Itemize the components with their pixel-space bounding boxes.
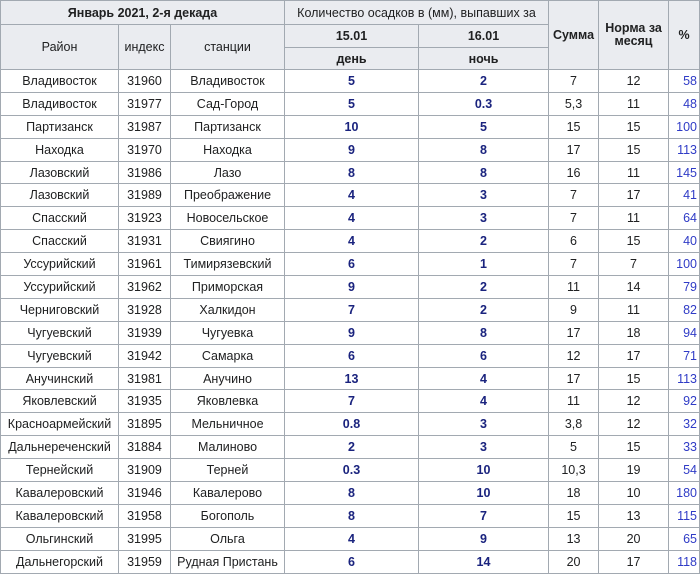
night-precip-cell: 10 bbox=[419, 482, 549, 505]
norm-cell: 15 bbox=[599, 230, 669, 253]
day-precip-cell: 10 bbox=[285, 115, 419, 138]
district-cell: Спасский bbox=[1, 230, 119, 253]
norm-cell: 11 bbox=[599, 161, 669, 184]
sum-cell: 13 bbox=[549, 527, 599, 550]
table-row bbox=[1, 527, 700, 550]
index-cell: 31928 bbox=[119, 298, 171, 321]
day-precip-cell: 5 bbox=[285, 70, 419, 93]
night-precip-cell: 2 bbox=[419, 70, 549, 93]
district-cell: Дальнереченский bbox=[1, 436, 119, 459]
index-cell: 31895 bbox=[119, 413, 171, 436]
sum-cell: 15 bbox=[549, 115, 599, 138]
table-row bbox=[1, 321, 700, 344]
date2-header: 16.01 bbox=[419, 25, 549, 48]
index-cell: 31962 bbox=[119, 276, 171, 299]
table-row bbox=[1, 344, 700, 367]
sum-cell: 18 bbox=[549, 482, 599, 505]
sum-cell: 20 bbox=[549, 550, 599, 573]
day-precip-cell: 4 bbox=[285, 230, 419, 253]
index-cell: 31995 bbox=[119, 527, 171, 550]
station-cell: Преображение bbox=[171, 184, 285, 207]
day-precip-cell: 5 bbox=[285, 92, 419, 115]
norm-cell: 12 bbox=[599, 70, 669, 93]
norm-cell: 11 bbox=[599, 92, 669, 115]
index-header: индекс bbox=[119, 25, 171, 70]
station-cell: Чугуевка bbox=[171, 321, 285, 344]
sum-cell: 7 bbox=[549, 70, 599, 93]
index-cell: 31942 bbox=[119, 344, 171, 367]
index-cell: 31989 bbox=[119, 184, 171, 207]
percent-cell: 100 bbox=[669, 115, 700, 138]
percent-cell: 94 bbox=[669, 321, 700, 344]
index-cell: 31958 bbox=[119, 504, 171, 527]
district-cell: Уссурийский bbox=[1, 276, 119, 299]
station-cell: Малиново bbox=[171, 436, 285, 459]
night-precip-cell: 9 bbox=[419, 527, 549, 550]
table-row bbox=[1, 436, 700, 459]
sum-cell: 17 bbox=[549, 367, 599, 390]
night-precip-cell: 6 bbox=[419, 344, 549, 367]
percent-cell: 40 bbox=[669, 230, 700, 253]
table-row bbox=[1, 230, 700, 253]
table-row bbox=[1, 276, 700, 299]
district-cell: Владивосток bbox=[1, 92, 119, 115]
sum-cell: 11 bbox=[549, 390, 599, 413]
percent-cell: 58 bbox=[669, 70, 700, 93]
index-cell: 31981 bbox=[119, 367, 171, 390]
table-row bbox=[1, 459, 700, 482]
sum-cell: 6 bbox=[549, 230, 599, 253]
index-cell: 31946 bbox=[119, 482, 171, 505]
day-precip-cell: 8 bbox=[285, 161, 419, 184]
night-precip-cell: 3 bbox=[419, 413, 549, 436]
index-cell: 31884 bbox=[119, 436, 171, 459]
percent-cell: 33 bbox=[669, 436, 700, 459]
night-precip-cell: 4 bbox=[419, 390, 549, 413]
norm-cell: 7 bbox=[599, 253, 669, 276]
day-precip-cell: 7 bbox=[285, 298, 419, 321]
station-cell: Богополь bbox=[171, 504, 285, 527]
norm-cell: 15 bbox=[599, 115, 669, 138]
sum-cell: 15 bbox=[549, 504, 599, 527]
table-row bbox=[1, 92, 700, 115]
station-cell: Ольга bbox=[171, 527, 285, 550]
table-row bbox=[1, 184, 700, 207]
norm-cell: 14 bbox=[599, 276, 669, 299]
index-cell: 31935 bbox=[119, 390, 171, 413]
percent-cell: 100 bbox=[669, 253, 700, 276]
day-precip-cell: 9 bbox=[285, 138, 419, 161]
norm-cell: 11 bbox=[599, 207, 669, 230]
table-row bbox=[1, 70, 700, 93]
norm-cell: 12 bbox=[599, 413, 669, 436]
table-row bbox=[1, 253, 700, 276]
table-row bbox=[1, 390, 700, 413]
district-cell: Лазовский bbox=[1, 161, 119, 184]
district-cell: Кавалеровский bbox=[1, 504, 119, 527]
norm-cell: 11 bbox=[599, 298, 669, 321]
percent-cell: 64 bbox=[669, 207, 700, 230]
sum-cell: 7 bbox=[549, 184, 599, 207]
percent-header: % bbox=[669, 1, 700, 70]
station-cell: Кавалерово bbox=[171, 482, 285, 505]
percent-cell: 145 bbox=[669, 161, 700, 184]
percent-cell: 118 bbox=[669, 550, 700, 573]
index-cell: 31960 bbox=[119, 70, 171, 93]
table-title: Январь 2021, 2-я декада bbox=[1, 1, 285, 25]
index-cell: 31939 bbox=[119, 321, 171, 344]
district-cell: Яковлевский bbox=[1, 390, 119, 413]
norm-cell: 15 bbox=[599, 367, 669, 390]
district-cell: Дальнегорский bbox=[1, 550, 119, 573]
index-cell: 31986 bbox=[119, 161, 171, 184]
index-cell: 31961 bbox=[119, 253, 171, 276]
norm-cell: 17 bbox=[599, 344, 669, 367]
index-cell: 31931 bbox=[119, 230, 171, 253]
sum-cell: 9 bbox=[549, 298, 599, 321]
day-precip-cell: 13 bbox=[285, 367, 419, 390]
table-row bbox=[1, 115, 700, 138]
percent-cell: 115 bbox=[669, 504, 700, 527]
station-cell: Сад-Город bbox=[171, 92, 285, 115]
night-precip-cell: 0.3 bbox=[419, 92, 549, 115]
index-cell: 31987 bbox=[119, 115, 171, 138]
norm-header-label: Норма за месяц bbox=[605, 21, 662, 48]
night-precip-cell: 2 bbox=[419, 276, 549, 299]
district-cell: Чугуевский bbox=[1, 321, 119, 344]
night-precip-cell: 3 bbox=[419, 436, 549, 459]
day-precip-cell: 4 bbox=[285, 184, 419, 207]
station-cell: Партизанск bbox=[171, 115, 285, 138]
norm-cell: 15 bbox=[599, 138, 669, 161]
district-cell: Анучинский bbox=[1, 367, 119, 390]
station-cell: Яковлевка bbox=[171, 390, 285, 413]
norm-cell: 17 bbox=[599, 550, 669, 573]
index-cell: 31977 bbox=[119, 92, 171, 115]
sum-cell: 17 bbox=[549, 321, 599, 344]
index-cell: 31909 bbox=[119, 459, 171, 482]
percent-cell: 48 bbox=[669, 92, 700, 115]
night-precip-cell: 8 bbox=[419, 161, 549, 184]
station-header: станции bbox=[171, 25, 285, 70]
percent-cell: 113 bbox=[669, 138, 700, 161]
day-precip-cell: 9 bbox=[285, 276, 419, 299]
district-cell: Спасский bbox=[1, 207, 119, 230]
station-cell: Терней bbox=[171, 459, 285, 482]
day-precip-cell: 0.8 bbox=[285, 413, 419, 436]
percent-cell: 180 bbox=[669, 482, 700, 505]
night-precip-cell: 14 bbox=[419, 550, 549, 573]
day-precip-cell: 6 bbox=[285, 253, 419, 276]
index-cell: 31970 bbox=[119, 138, 171, 161]
percent-cell: 54 bbox=[669, 459, 700, 482]
percent-cell: 92 bbox=[669, 390, 700, 413]
station-cell: Приморская bbox=[171, 276, 285, 299]
district-cell: Находка bbox=[1, 138, 119, 161]
station-cell: Находка bbox=[171, 138, 285, 161]
district-cell: Тернейский bbox=[1, 459, 119, 482]
station-cell: Владивосток bbox=[171, 70, 285, 93]
norm-cell: 20 bbox=[599, 527, 669, 550]
norm-cell: 12 bbox=[599, 390, 669, 413]
night-precip-cell: 7 bbox=[419, 504, 549, 527]
day-precip-cell: 8 bbox=[285, 482, 419, 505]
table-body bbox=[1, 70, 700, 574]
percent-cell: 41 bbox=[669, 184, 700, 207]
night-precip-cell: 2 bbox=[419, 230, 549, 253]
district-cell: Красноармейский bbox=[1, 413, 119, 436]
district-cell: Чугуевский bbox=[1, 344, 119, 367]
night-precip-cell: 3 bbox=[419, 184, 549, 207]
sum-header: Сумма bbox=[549, 1, 599, 70]
night-precip-cell: 3 bbox=[419, 207, 549, 230]
table-row bbox=[1, 482, 700, 505]
day-precip-cell: 6 bbox=[285, 550, 419, 573]
station-cell: Халкидон bbox=[171, 298, 285, 321]
day-precip-cell: 7 bbox=[285, 390, 419, 413]
percent-cell: 113 bbox=[669, 367, 700, 390]
table-row bbox=[1, 207, 700, 230]
percent-cell: 79 bbox=[669, 276, 700, 299]
day-precip-cell: 0.3 bbox=[285, 459, 419, 482]
night-precip-cell: 8 bbox=[419, 138, 549, 161]
night-precip-cell: 1 bbox=[419, 253, 549, 276]
percent-cell: 71 bbox=[669, 344, 700, 367]
day-header: день bbox=[285, 48, 419, 70]
sum-cell: 5,3 bbox=[549, 92, 599, 115]
norm-cell: 17 bbox=[599, 184, 669, 207]
index-cell: 31923 bbox=[119, 207, 171, 230]
night-precip-cell: 5 bbox=[419, 115, 549, 138]
norm-cell: 15 bbox=[599, 436, 669, 459]
station-cell: Рудная Пристань bbox=[171, 550, 285, 573]
district-cell: Черниговский bbox=[1, 298, 119, 321]
district-cell: Уссурийский bbox=[1, 253, 119, 276]
night-precip-cell: 4 bbox=[419, 367, 549, 390]
district-cell: Ольгинский bbox=[1, 527, 119, 550]
sum-cell: 12 bbox=[549, 344, 599, 367]
night-precip-cell: 8 bbox=[419, 321, 549, 344]
night-precip-cell: 10 bbox=[419, 459, 549, 482]
norm-cell: 19 bbox=[599, 459, 669, 482]
norm-cell: 13 bbox=[599, 504, 669, 527]
night-precip-cell: 2 bbox=[419, 298, 549, 321]
day-precip-cell: 4 bbox=[285, 207, 419, 230]
day-precip-cell: 8 bbox=[285, 504, 419, 527]
norm-cell: 18 bbox=[599, 321, 669, 344]
day-precip-cell: 6 bbox=[285, 344, 419, 367]
day-precip-cell: 9 bbox=[285, 321, 419, 344]
date1-header: 15.01 bbox=[285, 25, 419, 48]
table-row bbox=[1, 550, 700, 573]
station-cell: Самарка bbox=[171, 344, 285, 367]
sum-cell: 10,3 bbox=[549, 459, 599, 482]
sum-cell: 16 bbox=[549, 161, 599, 184]
index-cell: 31959 bbox=[119, 550, 171, 573]
table-row bbox=[1, 298, 700, 321]
night-header: ночь bbox=[419, 48, 549, 70]
sum-cell: 17 bbox=[549, 138, 599, 161]
table-row bbox=[1, 367, 700, 390]
table-row bbox=[1, 504, 700, 527]
station-cell: Мельничное bbox=[171, 413, 285, 436]
table-row bbox=[1, 138, 700, 161]
station-cell: Лазо bbox=[171, 161, 285, 184]
percent-cell: 65 bbox=[669, 527, 700, 550]
district-cell: Кавалеровский bbox=[1, 482, 119, 505]
table-row bbox=[1, 413, 700, 436]
sum-cell: 7 bbox=[549, 207, 599, 230]
norm-cell: 10 bbox=[599, 482, 669, 505]
district-cell: Владивосток bbox=[1, 70, 119, 93]
norm-header bbox=[599, 1, 669, 70]
station-cell: Свиягино bbox=[171, 230, 285, 253]
district-header: Район bbox=[1, 25, 119, 70]
station-cell: Анучино bbox=[171, 367, 285, 390]
day-precip-cell: 4 bbox=[285, 527, 419, 550]
sum-cell: 11 bbox=[549, 276, 599, 299]
station-cell: Тимирязевский bbox=[171, 253, 285, 276]
percent-cell: 82 bbox=[669, 298, 700, 321]
sum-cell: 3,8 bbox=[549, 413, 599, 436]
district-cell: Лазовский bbox=[1, 184, 119, 207]
day-precip-cell: 2 bbox=[285, 436, 419, 459]
table-row bbox=[1, 161, 700, 184]
sum-cell: 5 bbox=[549, 436, 599, 459]
district-cell: Партизанск bbox=[1, 115, 119, 138]
station-cell: Новосельское bbox=[171, 207, 285, 230]
percent-cell: 32 bbox=[669, 413, 700, 436]
precipitation-header: Количество осадков в (мм), выпавших за bbox=[285, 1, 549, 25]
sum-cell: 7 bbox=[549, 253, 599, 276]
